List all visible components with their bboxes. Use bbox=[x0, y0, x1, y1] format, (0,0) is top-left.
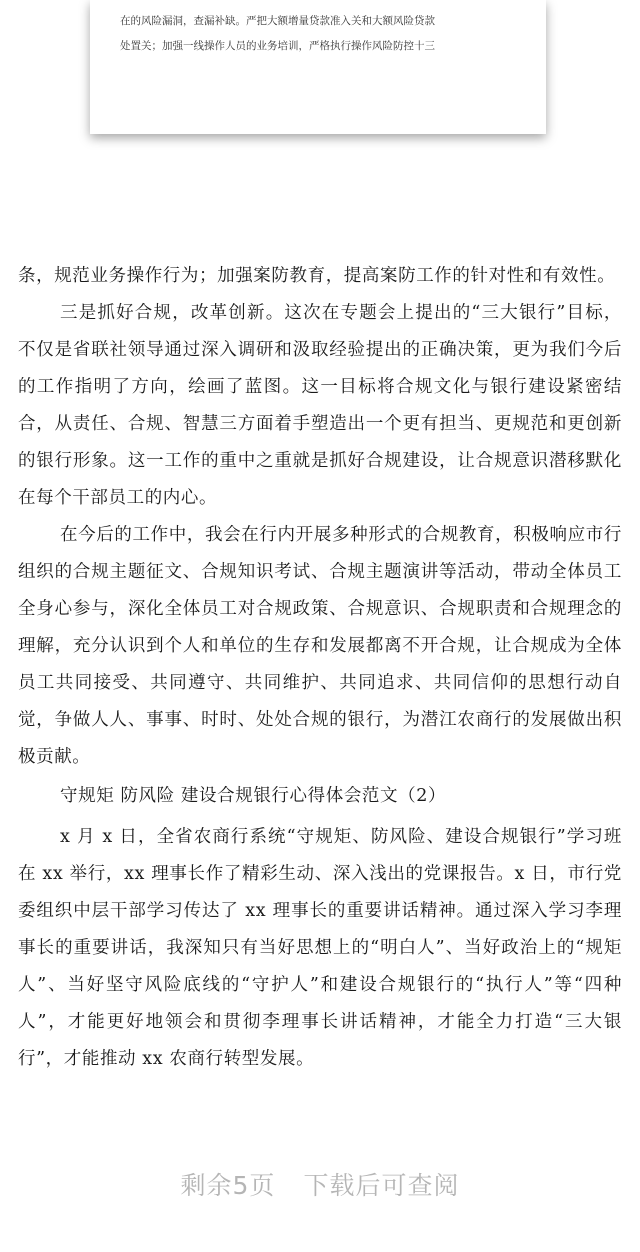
paragraph: x 月 x 日，全省农商行系统“守规矩、防风险、建设合规银行”学习班在 xx 举行，xx 理事长作了精彩生动、深入浅出的党课报告。x 日，市行党委组织中层干部学习传达了 xx 理事长的重要讲话精神。通过深入学习李理事长的重要讲话，我深知只有当好思想上的“明白人”、当好政治上的“规矩人”、当好坚守风险底线的“守护人”和建设合规银行的“执行人”等“四种人”，才能更好地领会和贯彻李理事长讲话精神，才能全力打造“三大银行”，才能推动 xx 农商行转型发展。 bbox=[18, 827, 622, 1069]
paragraph: 在今后的工作中，我会在行内开展多种形式的合规教育，积极响应市行组织的合规主题征文、合规知识考试、合规主题演讲等活动，带动全体员工全身心参与，深化全体员工对合规政策、合规意识、合规职责和合规理念的理解，充分认识到个人和单位的生存和发展都离不开合规，让合规成为全体员工共同接受、共同遵守、共同维护、共同追求、共同信仰的思想行动自觉，争做人人、事事、时时、处处合规的银行，为潜江农商行的发展做出积极贡献。 bbox=[18, 525, 622, 767]
download-to-view-link[interactable]: 下载后可查阅 bbox=[303, 1171, 460, 1200]
paragraph: 三是抓好合规，改革创新。这次在专题会上提出的“三大银行”目标，不仅是省联社领导通过深入调研和汲取经验提出的正确决策，更为我们今后的工作指明了方向，绘画了蓝图。这一目标将合规文化与银行建设紧密结合，从责任、合规、智慧三方面着手塑造出一个更有担当、更规范和更创新的银行形象。这一工作的重中之重就是抓好合规建设，让合规意识潜移默化在每个干部员工的内心。 bbox=[18, 303, 622, 508]
remaining-pages-label[interactable]: 剩余5页 bbox=[180, 1171, 276, 1200]
paragraph: 条，规范业务操作行为；加强案防教育，提高案防工作的针对性和有效性。 bbox=[18, 266, 616, 286]
page-preview-card bbox=[90, 0, 546, 134]
document-body bbox=[18, 258, 622, 1078]
preview-line: 处置关；加强一线操作人员的业务培训，严格执行操作风险防控十三 bbox=[120, 40, 435, 52]
download-more-bar[interactable] bbox=[0, 1166, 640, 1202]
preview-line: 在的风险漏洞，查漏补缺。严把大额增量贷款准入关和大额风险贷款 bbox=[120, 15, 435, 27]
section-title: 守规矩 防风险 建设合规银行心得体会范文（2） bbox=[60, 786, 447, 806]
